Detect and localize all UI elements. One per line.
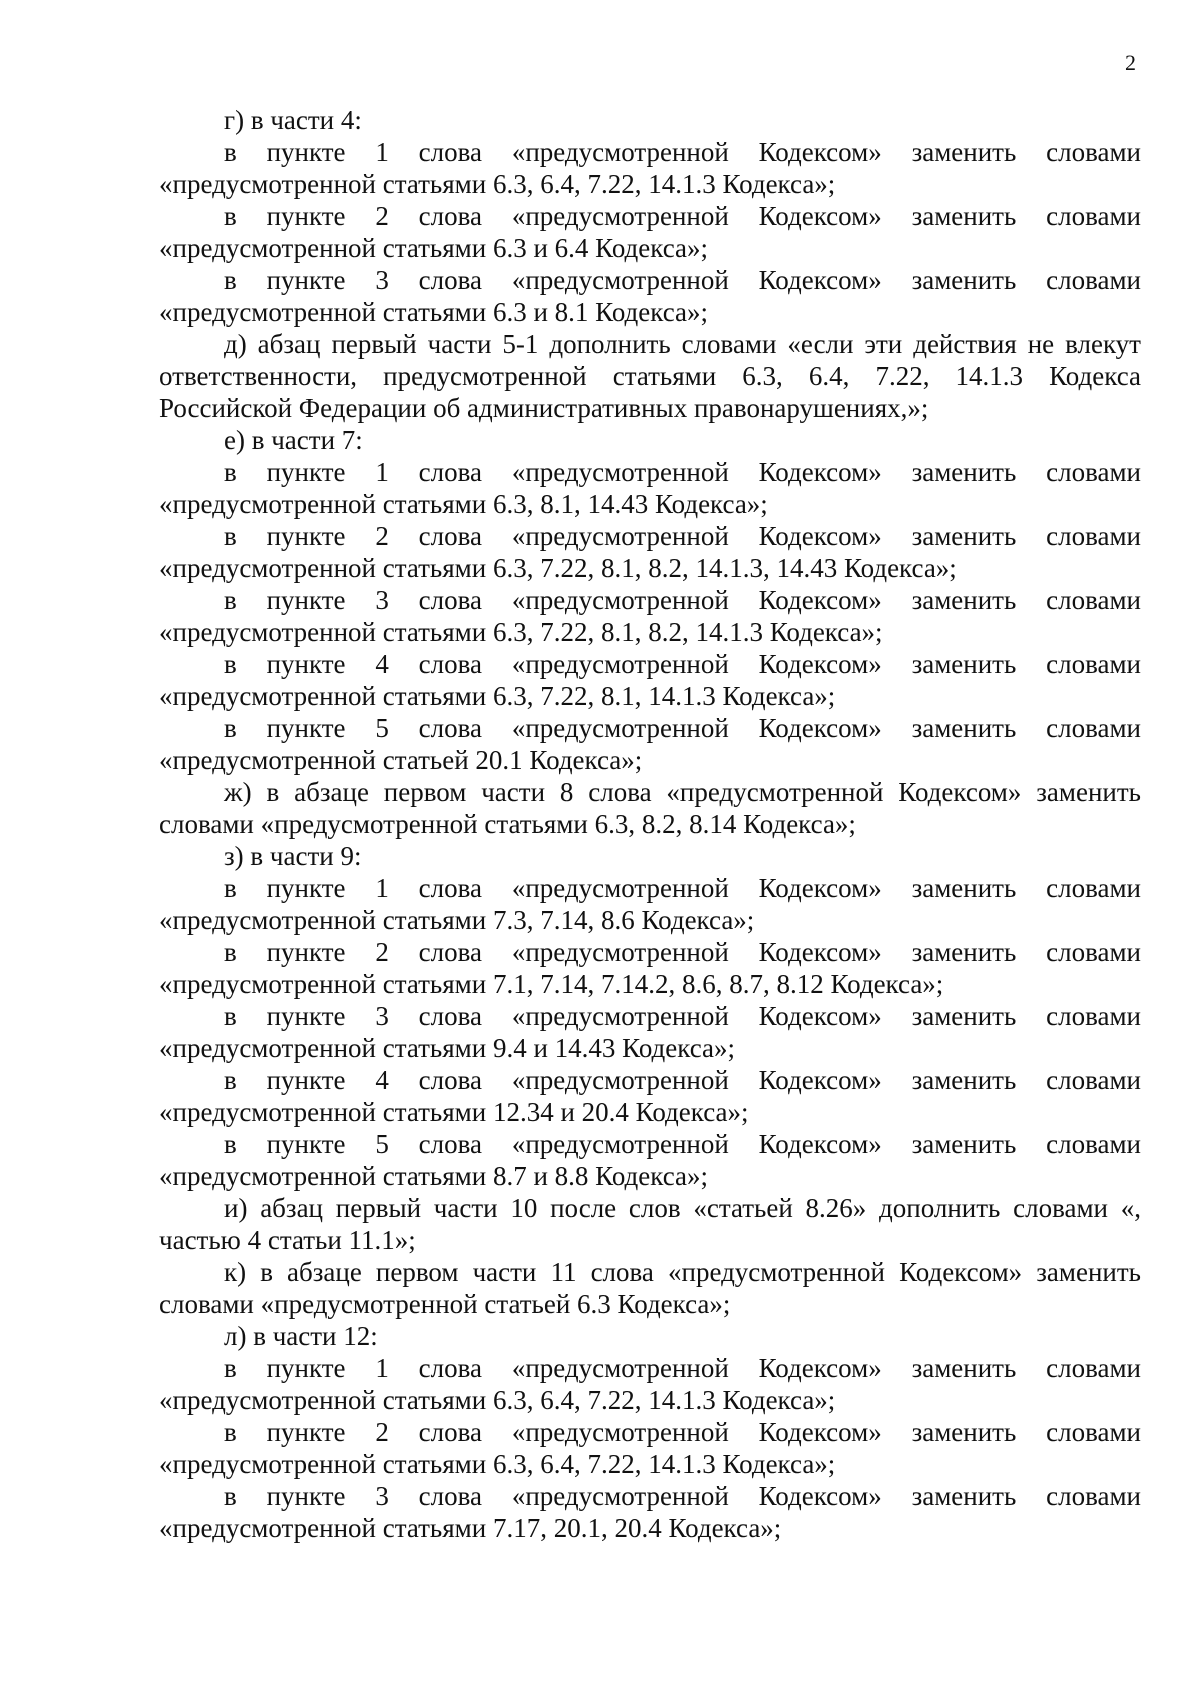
paragraph-e-heading: е) в части 7: (224, 425, 363, 455)
paragraph-l-item-2: в пункте 2 слова «предусмотренной Кодексом» заменить словами «предусмотренной статьями 6.3, 6.4, 7.22, 14.1.3 Кодекса»; (159, 1417, 1141, 1479)
paragraph-g-item-3: в пункте 3 слова «предусмотренной Кодексом» заменить словами «предусмотренной статьями 6.3 и 8.1 Кодекса»; (159, 265, 1141, 327)
paragraph-z-item-5: в пункте 5 слова «предусмотренной Кодексом» заменить словами «предусмотренной статьями 8.7 и 8.8 Кодекса»; (159, 1129, 1141, 1191)
paragraph-e-item-1: в пункте 1 слова «предусмотренной Кодексом» заменить словами «предусмотренной статьями 6.3, 8.1, 14.43 Кодекса»; (159, 457, 1141, 519)
paragraph-g-item-1: в пункте 1 слова «предусмотренной Кодексом» заменить словами «предусмотренной статьями 6.3, 6.4, 7.22, 14.1.3 Кодекса»; (159, 137, 1141, 199)
paragraph-e-item-2: в пункте 2 слова «предусмотренной Кодексом» заменить словами «предусмотренной статьями 6.3, 7.22, 8.1, 8.2, 14.1.3, 14.43 Кодекса»; (159, 521, 1141, 583)
paragraph-e-item-3: в пункте 3 слова «предусмотренной Кодексом» заменить словами «предусмотренной статьями 6.3, 7.22, 8.1, 8.2, 14.1.3 Кодекса»; (159, 585, 1141, 647)
page-number: 2 (1125, 50, 1136, 75)
paragraph-z-item-4: в пункте 4 слова «предусмотренной Кодексом» заменить словами «предусмотренной статьями 12.34 и 20.4 Кодекса»; (159, 1065, 1141, 1127)
paragraph-g-item-2: в пункте 2 слова «предусмотренной Кодексом» заменить словами «предусмотренной статьями 6.3 и 6.4 Кодекса»; (159, 201, 1141, 263)
paragraph-z-item-2: в пункте 2 слова «предусмотренной Кодексом» заменить словами «предусмотренной статьями 7.1, 7.14, 7.14.2, 8.6, 8.7, 8.12 Кодекса»; (159, 937, 1141, 999)
document-body (159, 104, 1141, 1544)
paragraph-e-item-5: в пункте 5 слова «предусмотренной Кодексом» заменить словами «предусмотренной статьей 20.1 Кодекса»; (159, 713, 1141, 775)
paragraph-i: и) абзац первый части 10 после слов «статьей 8.26» дополнить словами «, частью 4 статьи 11.1»; (159, 1193, 1141, 1255)
paragraph-z-item-1: в пункте 1 слова «предусмотренной Кодексом» заменить словами «предусмотренной статьями 7.3, 7.14, 8.6 Кодекса»; (159, 873, 1141, 935)
paragraph-l-item-1: в пункте 1 слова «предусмотренной Кодексом» заменить словами «предусмотренной статьями 6.3, 6.4, 7.22, 14.1.3 Кодекса»; (159, 1353, 1141, 1415)
paragraph-e-item-4: в пункте 4 слова «предусмотренной Кодексом» заменить словами «предусмотренной статьями 6.3, 7.22, 8.1, 14.1.3 Кодекса»; (159, 649, 1141, 711)
paragraph-zh: ж) в абзаце первом части 8 слова «предусмотренной Кодексом» заменить словами «предусмотренной статьями 6.3, 8.2, 8.14 Кодекса»; (159, 777, 1141, 839)
paragraph-d: д) абзац первый части 5-1 дополнить словами «если эти действия не влекут ответственности, предусмотренной статьями 6.3, 6.4, 7.22, 14.1.3 Кодекса Российской Федерации об административных правонарушениях,»; (159, 329, 1141, 423)
paragraph-z-item-3: в пункте 3 слова «предусмотренной Кодексом» заменить словами «предусмотренной статьями 9.4 и 14.43 Кодекса»; (159, 1001, 1141, 1063)
paragraph-l-item-3: в пункте 3 слова «предусмотренной Кодексом» заменить словами «предусмотренной статьями 7.17, 20.1, 20.4 Кодекса»; (159, 1481, 1141, 1543)
paragraph-g-heading: г) в части 4: (224, 105, 362, 135)
paragraph-k: к) в абзаце первом части 11 слова «предусмотренной Кодексом» заменить словами «предусмотренной статьей 6.3 Кодекса»; (159, 1257, 1141, 1319)
paragraph-l-heading: л) в части 12: (224, 1321, 378, 1351)
paragraph-z-heading: з) в части 9: (224, 841, 362, 871)
